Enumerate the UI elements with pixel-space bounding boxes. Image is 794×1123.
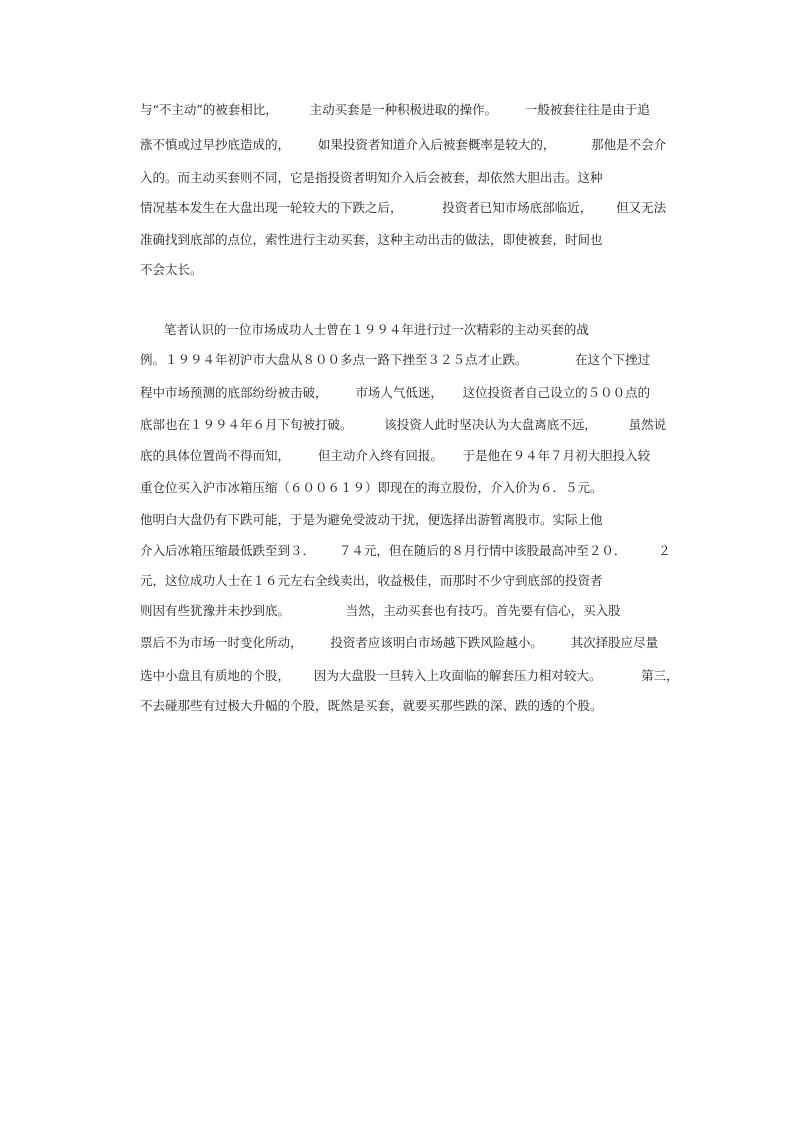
text-line: 情况基本发生在大盘出现一轮较大的下跌之后， 投资者已知市场底部临近， 但又无法 — [140, 200, 667, 215]
text-line: 不去碰那些有过极大升幅的个股，既然是买套，就要买那些跌的深、跌的透的个股。 — [140, 698, 603, 713]
text-line: 程中市场预测的底部纷纷被击破， 市场人气低迷， 这位投资者自己设立的５００点的 — [140, 385, 651, 400]
text-line: 涨不慎或过早抄底造成的， 如果投资者知道介入后被套概率是较大的， 那他是不会介 — [140, 137, 667, 152]
text-line: 例。１９９４年初沪市大盘从８００多点一路下挫至３２５点才止跌。 在这个下挫过 — [140, 352, 651, 367]
text-line: 则因有些犹豫并未抄到底。 当然，主动买套也有技巧。首先要有信心，买入股 — [140, 603, 621, 618]
text-line: 准确找到底部的点位，索性进行主动买套，这种主动出击的做法，即使被套，时间也 — [140, 232, 603, 247]
text-line: 笔者认识的一位市场成功人士曾在１９９４年进行过一次精彩的主动买套的战 — [140, 322, 589, 337]
text-line: 票后不为市场一时变化所动， 投资者应该明白市场越下跌风险越小。 其次择股应尽量 — [140, 635, 659, 650]
text-line: 底的具体位置尚不得而知， 但主动介入终有回报。 于是他在９４年７月初大胆投入较 — [140, 448, 651, 463]
text-line: 选中小盘且有质地的个股， 因为大盘股一旦转入上攻面临的解套压力相对较大。 第三， — [140, 668, 679, 683]
text-line: 底部也在１９９４年６月下旬被打破。 该投资人此时坚决认为大盘离底不远， 虽然说 — [140, 417, 667, 432]
text-line: 他明白大盘仍有下跌可能，于是为避免受波动干扰，便选择出游暂离股市。实际上他 — [140, 512, 603, 527]
text-line: 入的。而主动买套则不同，它是指投资者明知介入后会被套，却依然大胆出击。这种 — [140, 170, 603, 185]
text-line: 与“不主动”的被套相比， 主动买套是一种积极进取的操作。 一般被套往往是由于追 — [140, 102, 650, 117]
text-line: 元，这位成功人士在１６元左右全线卖出，收益极佳，而那时不少守到底部的投资者 — [140, 573, 603, 588]
text-line: 不会太长。 — [140, 262, 203, 277]
text-line: 介入后冰箱压缩最低跌至到３． ７４元，但在随后的８月行情中该股最高冲至２０． ２ — [140, 543, 671, 558]
text-line: 重仓位买入沪市冰箱压缩（６００６１９）即现在的海立股份，介入价为６．５元。 — [140, 480, 603, 495]
